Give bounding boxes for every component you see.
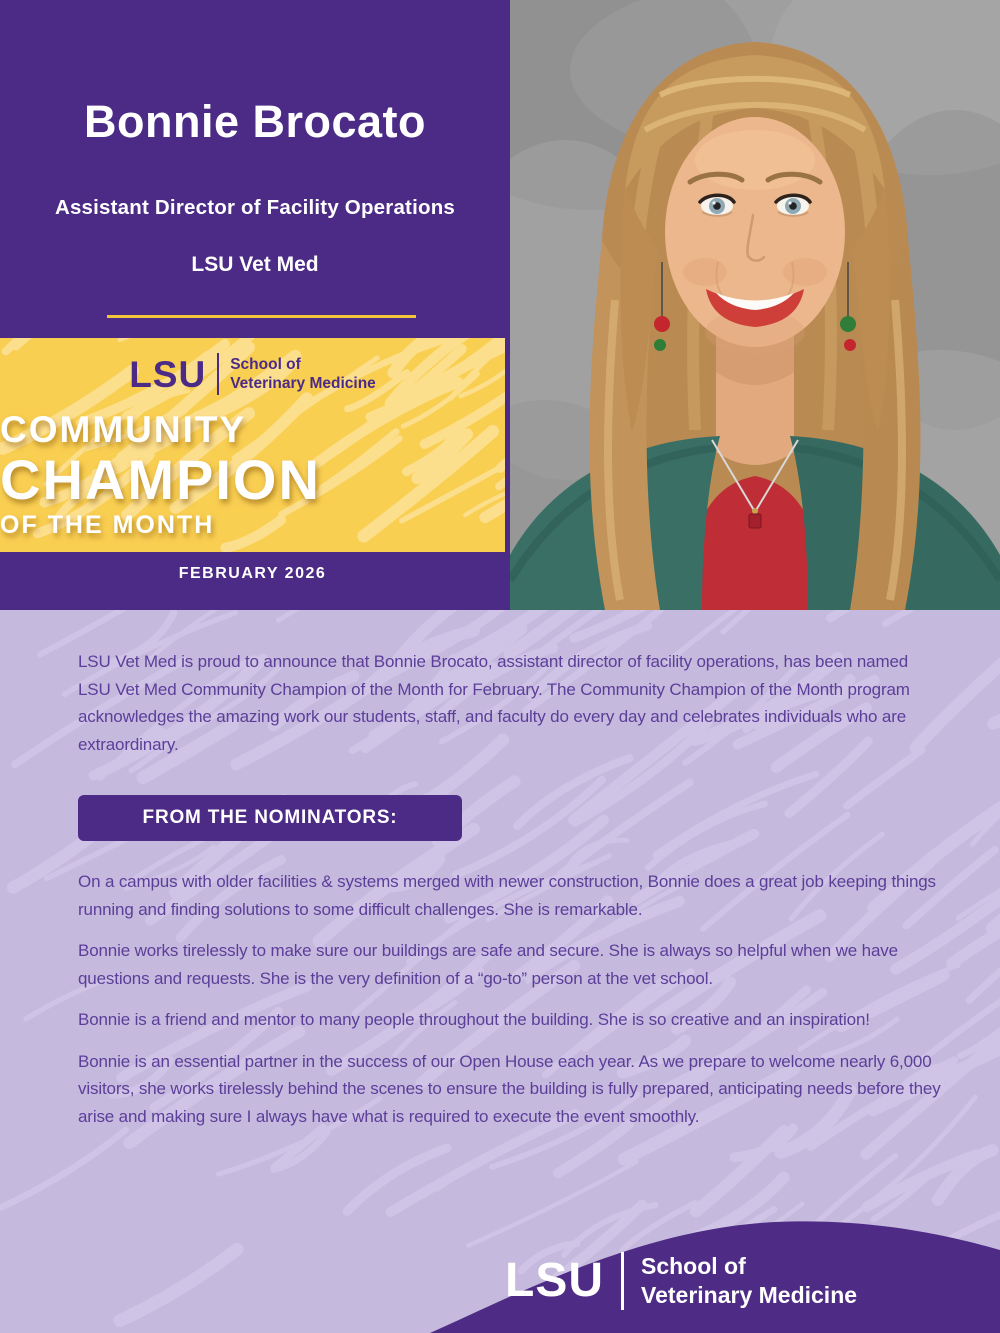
nominator-quotes bbox=[78, 868, 942, 1144]
logo-divider bbox=[217, 353, 219, 395]
portrait-illustration bbox=[510, 0, 1000, 610]
nominator-quote-4: Bonnie is an essential partner in the success of our Open House each year. As we prepare to welcome nearly 6,000 visitors, she works tirelessly behind the scenes to ensure the building is fully prepared, anticipating needs before they arise and making sure I always have what is required to execute the event smoothly. bbox=[78, 1051, 941, 1126]
person-name: Bonnie Brocato bbox=[83, 96, 427, 147]
footer-subtitle-line1: School of bbox=[641, 1253, 746, 1279]
logo-subtitle-line1: School of bbox=[230, 356, 301, 373]
nominators-heading-label: FROM THE NOMINATORS: bbox=[142, 807, 398, 828]
footer-subtitle-line2: Veterinary Medicine bbox=[641, 1282, 858, 1308]
nominator-quote-3: Bonnie is a friend and mentor to many people throughout the building. She is so creative and an inspiration! bbox=[78, 1010, 870, 1029]
person-org: LSU Vet Med bbox=[191, 253, 319, 276]
champion-badge bbox=[0, 338, 505, 552]
lsu-vetmed-lockup bbox=[0, 353, 505, 395]
badge-content bbox=[0, 353, 505, 540]
footer-lsu-logo: LSU bbox=[505, 1254, 604, 1307]
footer-lsu-lockup bbox=[505, 1252, 925, 1310]
lsu-logo: LSU bbox=[129, 353, 207, 395]
badge-champion-label: CHAMPION bbox=[0, 448, 321, 511]
logo-subtitle bbox=[230, 355, 376, 393]
badge-of-the-month-label: OF THE MONTH bbox=[0, 511, 215, 539]
nominators-heading bbox=[78, 795, 462, 841]
nominator-quote-2: Bonnie works tirelessly to make sure our buildings are safe and secure. She is always so helpful when we have questions and requests. She is the very definition of a “go-to” person at the vet school. bbox=[78, 941, 898, 988]
portrait-photo bbox=[510, 0, 1000, 610]
footer-logo-divider bbox=[621, 1252, 624, 1310]
logo-subtitle-line2: Veterinary Medicine bbox=[230, 375, 376, 392]
gold-divider-line bbox=[107, 315, 416, 318]
badge-community-label: COMMUNITY bbox=[0, 409, 247, 450]
nominator-quote-1: On a campus with older facilities & systems merged with newer construction, Bonnie does a great job keeping things running and finding solutions to some difficult challenges. She is remarkable. bbox=[78, 872, 936, 919]
footer-logo-subtitle bbox=[641, 1252, 857, 1310]
person-title: Assistant Director of Facility Operations bbox=[54, 196, 456, 219]
month-label: FEBRUARY 2026 bbox=[178, 565, 327, 582]
intro-paragraph: LSU Vet Med is proud to announce that Bonnie Brocato, assistant director of facility operations, has been named LSU Vet Med Community Champion of the Month for February. The Community Champion of the Month program acknowledges the amazing work our students, staff, and faculty do every day and celebrates individuals who are extraordinary. bbox=[78, 652, 910, 754]
